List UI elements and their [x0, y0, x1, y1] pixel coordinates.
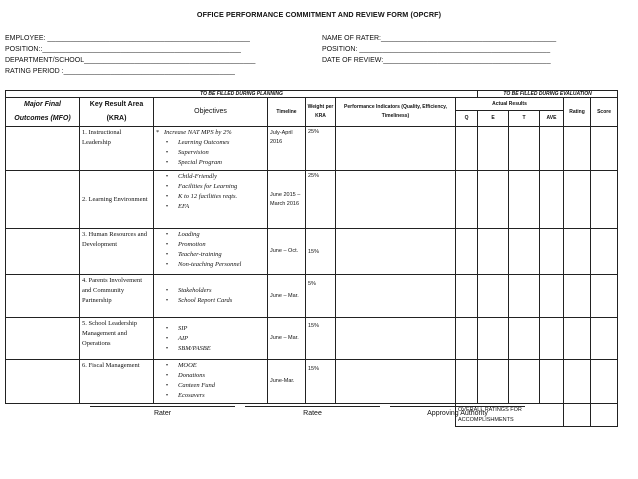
timeline-header: Timeline: [268, 98, 306, 127]
mfo-cell[interactable]: [6, 318, 80, 360]
weight-cell: 15%: [306, 360, 336, 404]
mfo-cell[interactable]: [6, 275, 80, 318]
score-cell[interactable]: [591, 127, 618, 171]
mfo-cell[interactable]: [6, 229, 80, 275]
weight-cell: 25%: [306, 127, 336, 171]
timeline-cell: June-Mar.: [268, 360, 306, 404]
objectives-cell: • Loading • Promotion • Teacher-training • Non-teaching Personnel: [154, 229, 268, 275]
mfo-cell[interactable]: [6, 127, 80, 171]
table-row: [6, 229, 618, 275]
weight-cell: 5%: [306, 275, 336, 318]
objectives-header: Objectives: [154, 98, 268, 127]
table-row: [6, 318, 618, 360]
kra-cell: 3. Human Resources and Development: [80, 229, 154, 275]
t-cell[interactable]: [509, 360, 540, 404]
header-row: [6, 98, 618, 111]
objective-item: Stakeholders: [178, 287, 212, 294]
objectives-cell: • Stakeholders • School Report Cards: [154, 275, 268, 318]
t-cell[interactable]: [509, 275, 540, 318]
ave-cell[interactable]: [540, 171, 564, 229]
objective-item: Canteen Fund: [178, 382, 216, 389]
overall-rating-cell[interactable]: [564, 404, 591, 427]
actual-results-header: Actual Results: [456, 98, 564, 111]
rating-cell[interactable]: [564, 171, 591, 229]
timeline-cell: July-April 2016: [268, 127, 306, 171]
objectives-cell: * Increase NAT MPS by 2% • Learning Outcomes • Supervision • Special Program: [154, 127, 268, 171]
ratee-signature[interactable]: [245, 406, 380, 417]
objective-item: Increase NAT MPS by 2%: [164, 129, 232, 136]
objective-item: Promotion: [178, 241, 206, 248]
weight-cell: 25%: [306, 171, 336, 229]
kra-cell: 5. School Leadership Management and Operations: [80, 318, 154, 360]
form-title: OFFICE PERFORMANCE COMMITMENT AND REVIEW FORM (OPCRF): [196, 10, 442, 19]
objectives-cell: • Child-Friendly • Facilities for Learning • K to 12 facilities reqts. • EFA: [154, 171, 268, 229]
position-field[interactable]: POSITION::___________________________________________________: [5, 46, 241, 53]
rater-signature-line: [90, 406, 235, 407]
objectives-cell: • MOOE • Donations • Canteen Fund • Ecosavers: [154, 360, 268, 404]
timeline-cell: June 2015 – March 2016: [268, 171, 306, 229]
approving-authority-label: Approving Authority: [427, 410, 488, 417]
rating-cell[interactable]: [564, 229, 591, 275]
t-cell[interactable]: [509, 171, 540, 229]
objectives-cell: • SIP • AIP • SBM/PASBE: [154, 318, 268, 360]
objective-item: Loading: [178, 231, 200, 238]
ratee-signature-line: [245, 406, 380, 407]
table-row: [6, 171, 618, 229]
band-row: [6, 91, 618, 98]
q-header: Q: [456, 111, 478, 127]
q-cell[interactable]: [456, 229, 478, 275]
mfo-cell[interactable]: [6, 171, 80, 229]
rating-cell[interactable]: [564, 318, 591, 360]
objective-item: Teacher-training: [178, 251, 222, 258]
t-cell[interactable]: [509, 127, 540, 171]
rating-header: Rating: [564, 98, 591, 127]
ave-cell[interactable]: [540, 360, 564, 404]
kra-header: Key Result Area (KRA): [80, 98, 154, 127]
score-cell[interactable]: [591, 171, 618, 229]
indicators-cell[interactable]: [336, 275, 456, 318]
objective-item: Supervision: [178, 149, 209, 156]
e-header: E: [478, 111, 509, 127]
ave-header: AVE: [540, 111, 564, 127]
score-header: Score: [591, 98, 618, 127]
score-cell[interactable]: [591, 318, 618, 360]
q-cell[interactable]: [456, 127, 478, 171]
objective-item: Ecosavers: [178, 392, 205, 399]
rating-cell[interactable]: [564, 127, 591, 171]
rating-cell[interactable]: [564, 275, 591, 318]
planning-band: TO BE FILLED DURING PLANNING: [6, 91, 478, 98]
table-row: [6, 275, 618, 318]
header-right: [322, 33, 556, 66]
weight-cell: 15%: [306, 229, 336, 275]
ratee-label: Ratee: [303, 410, 322, 417]
indicators-cell[interactable]: [336, 360, 456, 404]
mfo-cell[interactable]: [6, 360, 80, 404]
t-cell[interactable]: [509, 318, 540, 360]
rater-position-field[interactable]: POSITION: _________________________________________________: [322, 46, 551, 53]
ave-cell[interactable]: [540, 229, 564, 275]
kra-cell: 1. Instructional Leadership: [80, 127, 154, 171]
e-cell[interactable]: [478, 127, 509, 171]
review-date-field[interactable]: DATE OF REVIEW:___________________________________________: [322, 57, 551, 64]
objective-item: MOOE: [178, 362, 197, 369]
rating-cell[interactable]: [564, 360, 591, 404]
mfo-header: Major Final Outcomes (MFO): [6, 98, 80, 127]
approving-authority-signature[interactable]: [390, 406, 525, 417]
q-cell[interactable]: [456, 171, 478, 229]
t-cell[interactable]: [509, 229, 540, 275]
table-row: [6, 127, 618, 171]
timeline-cell: June – Mar.: [268, 275, 306, 318]
objective-item: AIP: [178, 334, 189, 342]
objective-item: SBM/PASBE: [178, 344, 211, 352]
kra-cell: 4. Parents Involvement and Community Partnership: [80, 275, 154, 318]
q-cell[interactable]: [456, 275, 478, 318]
overall-ratings-label: OVERALL RATINGS FOR ACCOMPLISHMENTS: [456, 404, 564, 427]
t-header: T: [509, 111, 540, 127]
e-cell[interactable]: [478, 318, 509, 360]
ave-cell[interactable]: [540, 127, 564, 171]
ave-cell[interactable]: [540, 275, 564, 318]
objective-item: Non-teaching Personnel: [178, 261, 242, 268]
objective-item: Donations: [178, 372, 206, 379]
kra-cell: 2. Learning Environment: [80, 171, 154, 229]
objective-item: K to 12 facilities reqts.: [178, 193, 238, 200]
rater-name-field[interactable]: NAME OF RATER:_____________________________________________: [322, 35, 557, 42]
indicators-header: Performance Indicators (Quality, Efficiency, Timeliness): [336, 98, 456, 127]
q-cell[interactable]: [456, 360, 478, 404]
e-cell[interactable]: [478, 360, 509, 404]
e-cell[interactable]: [478, 229, 509, 275]
table-row: [6, 360, 618, 404]
approving-authority-signature-line: [390, 406, 525, 407]
objective-item: School Report Cards: [178, 297, 233, 304]
objective-item: Learning Outcomes: [178, 139, 230, 146]
employee-field[interactable]: EMPLOYEE: ____________________________________________________: [5, 35, 250, 42]
indicators-cell[interactable]: [336, 171, 456, 229]
objective-item: SIP: [178, 324, 188, 332]
ave-cell[interactable]: [540, 318, 564, 360]
score-cell[interactable]: [591, 275, 618, 318]
objective-item: Special Program: [178, 159, 222, 166]
objective-item: EFA: [178, 203, 190, 210]
timeline-cell: June – Mar.: [268, 318, 306, 360]
header-left: [5, 33, 255, 77]
indicators-cell[interactable]: [336, 318, 456, 360]
objective-item: Facilities for Learning: [178, 183, 238, 190]
score-cell[interactable]: [591, 360, 618, 404]
e-cell[interactable]: [478, 275, 509, 318]
score-cell[interactable]: [591, 229, 618, 275]
evaluation-band: TO BE FILLED DURING EVALUATION: [478, 91, 618, 98]
department-field[interactable]: DEPARTMENT/SCHOOL____________________________________________: [5, 57, 256, 64]
overall-score-cell[interactable]: [591, 404, 618, 427]
opcrf-table: [5, 90, 618, 427]
timeline-cell: June – Oct.: [268, 229, 306, 275]
e-cell[interactable]: [478, 171, 509, 229]
weight-cell: 15%: [306, 318, 336, 360]
indicators-cell[interactable]: [336, 229, 456, 275]
q-cell[interactable]: [456, 318, 478, 360]
indicators-cell[interactable]: [336, 127, 456, 171]
kra-cell: 6. Fiscal Management: [80, 360, 154, 404]
rater-signature[interactable]: [90, 406, 235, 417]
objective-item: Child-Friendly: [178, 173, 217, 180]
rater-label: Rater: [153, 410, 172, 417]
weight-header: Weight per KRA: [306, 98, 336, 127]
rating-period-field[interactable]: RATING PERIOD :____________________________________________: [5, 68, 235, 75]
